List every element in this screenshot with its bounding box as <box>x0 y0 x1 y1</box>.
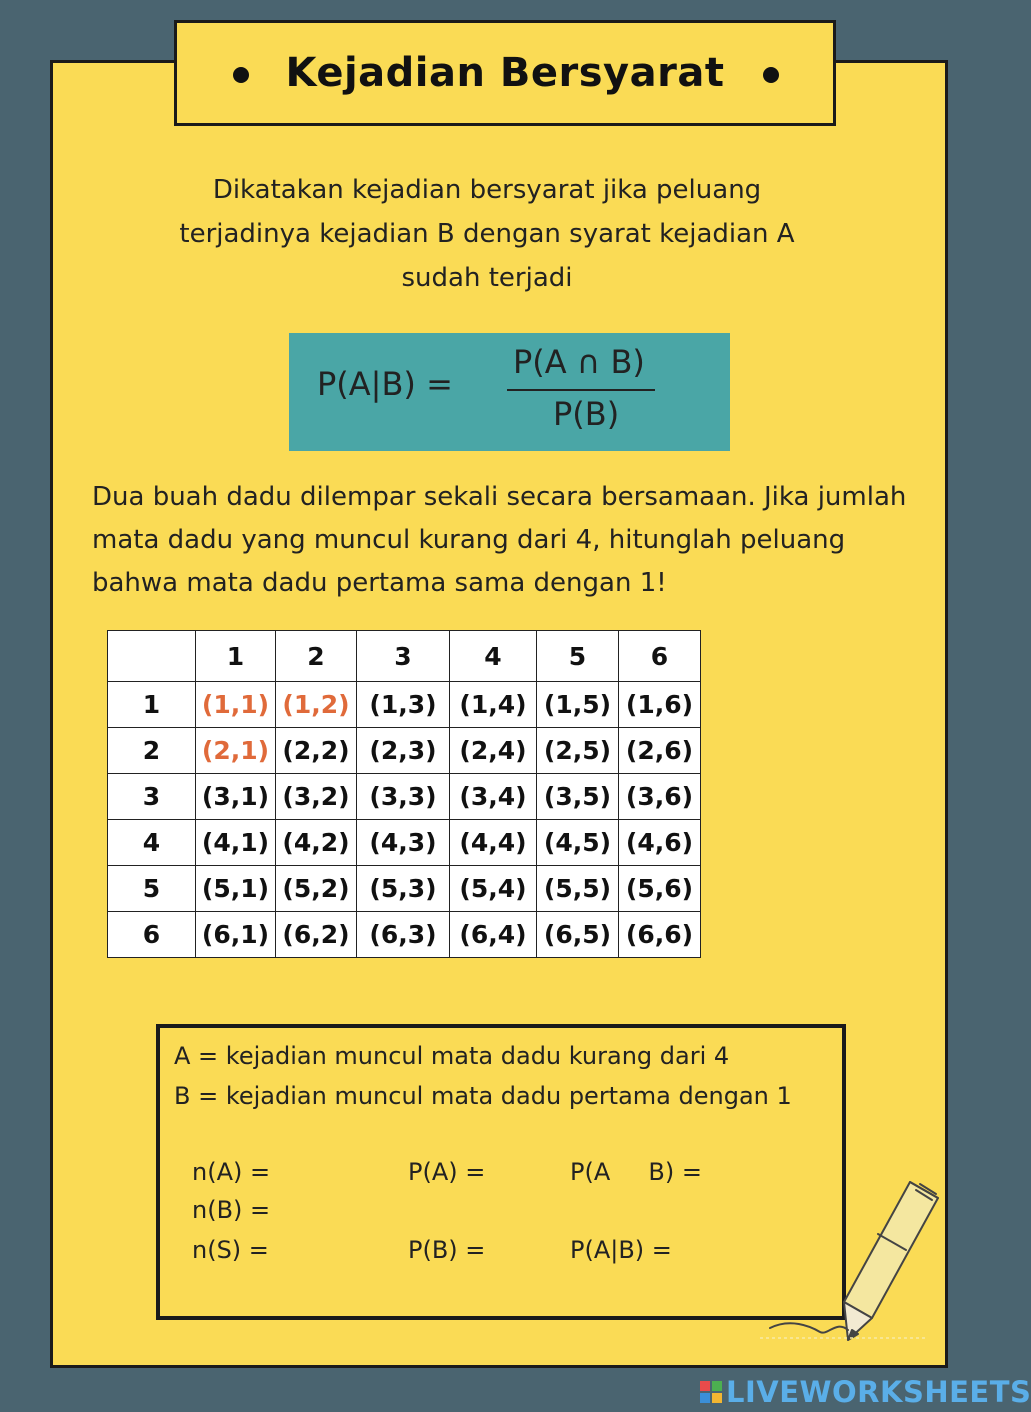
table-cell: (4,4) <box>450 820 537 866</box>
intro-text <box>150 168 824 300</box>
table-cell: (2,4) <box>450 728 537 774</box>
table-cell: (5,5) <box>537 866 619 912</box>
table-cell: (3,6) <box>619 774 701 820</box>
row-header: 6 <box>108 912 196 958</box>
column-header: 6 <box>619 631 701 682</box>
table-cell: (3,5) <box>537 774 619 820</box>
definition-a: A = kejadian muncul mata dadu kurang dari 4 <box>174 1042 730 1070</box>
table-cell: (6,4) <box>450 912 537 958</box>
row-header: 5 <box>108 866 196 912</box>
highlighted-cell: (1,2) <box>276 682 357 728</box>
table-cell: (4,1) <box>196 820 276 866</box>
table-cell: (4,5) <box>537 820 619 866</box>
label-n-b: n(B) = <box>192 1196 271 1224</box>
table-cell: (1,3) <box>357 682 450 728</box>
row-header: 2 <box>108 728 196 774</box>
intro-line: Dikatakan kejadian bersyarat jika peluang <box>212 175 762 205</box>
label-p-b: P(B) = <box>408 1236 486 1264</box>
table-row <box>108 682 701 728</box>
definition-b: B = kejadian muncul mata dadu pertama dengan 1 <box>174 1082 792 1110</box>
row-header: 1 <box>108 682 196 728</box>
table-cell: (2,5) <box>537 728 619 774</box>
liveworksheets-logo-icon <box>700 1381 722 1403</box>
table-cell: (6,1) <box>196 912 276 958</box>
title-banner <box>174 20 836 126</box>
problem-line: bahwa mata dadu pertama sama dengan 1! <box>92 568 667 598</box>
table-cell: (6,2) <box>276 912 357 958</box>
column-header: 4 <box>450 631 537 682</box>
problem-text <box>92 476 922 605</box>
row-header: 4 <box>108 820 196 866</box>
page-title: Kejadian Bersyarat <box>285 50 725 96</box>
sample-space-table <box>107 630 701 958</box>
intro-line: terjadinya kejadian B dengan syarat kejadian A <box>179 219 795 249</box>
problem-line: mata dadu yang muncul kurang dari 4, hitunglah peluang <box>92 525 846 555</box>
highlighted-cell: (2,1) <box>196 728 276 774</box>
formula-denominator: P(B) <box>553 395 620 433</box>
formula-box <box>289 333 730 451</box>
table-cell: (5,3) <box>357 866 450 912</box>
pencil-icon <box>760 1170 960 1360</box>
table-row <box>108 866 701 912</box>
highlighted-cell: (1,1) <box>196 682 276 728</box>
label-n-a: n(A) = <box>192 1158 271 1186</box>
table-cell: (6,5) <box>537 912 619 958</box>
table-cell: (1,5) <box>537 682 619 728</box>
table-cell: (3,1) <box>196 774 276 820</box>
corner-cell <box>108 631 196 682</box>
answer-box <box>156 1024 846 1320</box>
table-cell: (6,3) <box>357 912 450 958</box>
table-cell: (5,6) <box>619 866 701 912</box>
brand-text: LIVEWORKSHEETS <box>726 1375 1031 1409</box>
column-header: 2 <box>276 631 357 682</box>
column-header: 1 <box>196 631 276 682</box>
table-cell: (2,3) <box>357 728 450 774</box>
fraction-bar <box>507 389 655 391</box>
table-row <box>108 728 701 774</box>
formula-lhs: P(A|B) = <box>317 365 453 403</box>
table-cell: (4,6) <box>619 820 701 866</box>
bullet-left <box>233 67 249 83</box>
table-row <box>108 820 701 866</box>
table-row <box>108 774 701 820</box>
table-cell: (3,2) <box>276 774 357 820</box>
table-cell: (3,3) <box>357 774 450 820</box>
table-cell: (1,6) <box>619 682 701 728</box>
problem-line: Dua buah dadu dilempar sekali secara bersamaan. Jika jumlah <box>92 482 907 512</box>
table-cell: (2,2) <box>276 728 357 774</box>
table-cell: (1,4) <box>450 682 537 728</box>
table-header-row <box>108 631 701 682</box>
table-cell: (3,4) <box>450 774 537 820</box>
table-cell: (5,4) <box>450 866 537 912</box>
table-row <box>108 912 701 958</box>
table-cell: (5,2) <box>276 866 357 912</box>
brand-watermark <box>700 1376 1031 1408</box>
column-header: 5 <box>537 631 619 682</box>
bullet-right <box>763 67 779 83</box>
label-p-a-given-b: P(A|B) = <box>570 1236 672 1264</box>
table-cell: (4,2) <box>276 820 357 866</box>
row-header: 3 <box>108 774 196 820</box>
intro-line: sudah terjadi <box>401 263 573 293</box>
table-cell: (4,3) <box>357 820 450 866</box>
table-cell: (5,1) <box>196 866 276 912</box>
label-p-a-and-b: P(A B) = <box>570 1158 702 1186</box>
label-n-s: n(S) = <box>192 1236 269 1264</box>
table-cell: (6,6) <box>619 912 701 958</box>
formula-numerator: P(A ∩ B) <box>513 343 645 381</box>
label-p-a: P(A) = <box>408 1158 486 1186</box>
table-cell: (2,6) <box>619 728 701 774</box>
column-header: 3 <box>357 631 450 682</box>
